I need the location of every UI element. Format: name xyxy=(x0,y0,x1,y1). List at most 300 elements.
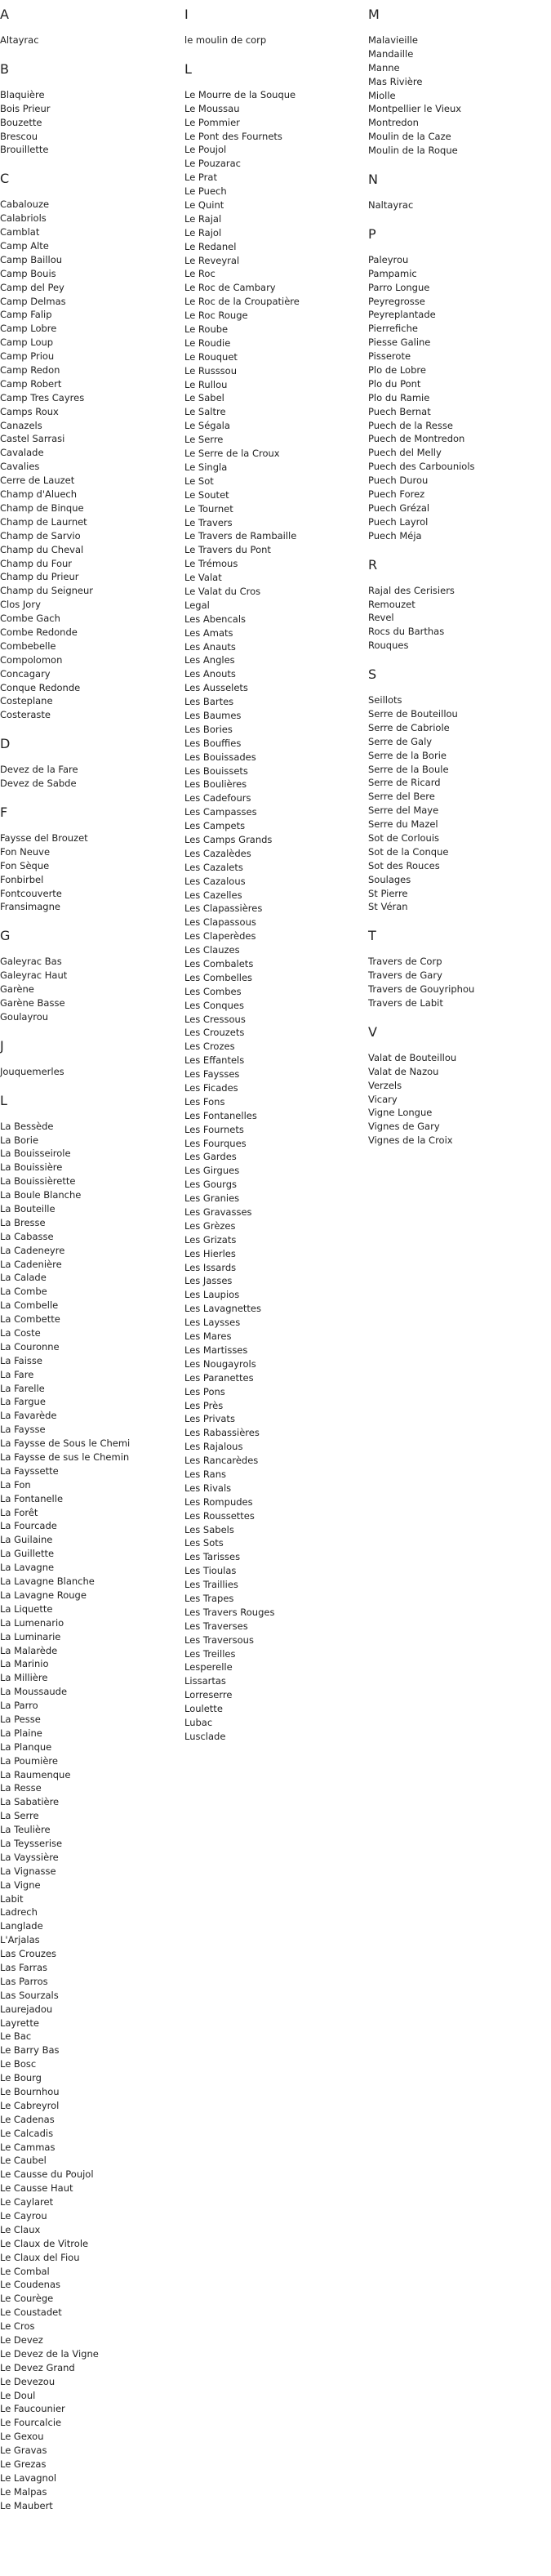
place-name: Plo du Ramie xyxy=(368,391,430,403)
place-name: Peyregrosse xyxy=(368,295,425,307)
place-name: Le Serre de la Croux xyxy=(184,448,280,460)
place-name: La Malarède xyxy=(0,1644,58,1656)
place-name: La Farelle xyxy=(0,1382,45,1394)
index-column-3 xyxy=(368,7,548,1161)
place-name: Camp Robert xyxy=(0,377,62,390)
place-name: Le Claux de Vitrole xyxy=(0,2237,89,2249)
place-name: Las Crouzes xyxy=(0,1948,57,1960)
place-name: Les Camps Grands xyxy=(184,833,273,845)
place-name: Costeraste xyxy=(0,709,51,721)
place-name: Le Serre xyxy=(184,434,224,446)
place-name: Serre de la Boule xyxy=(368,763,449,775)
place-name: Le Sabel xyxy=(184,392,224,404)
place-name: Pierrefiche xyxy=(368,323,418,335)
index-section xyxy=(368,928,548,1010)
section-letter: G xyxy=(0,928,11,944)
index-section xyxy=(0,61,180,157)
place-name: Les Cazalets xyxy=(184,861,243,873)
place-name: Sot de Corlouis xyxy=(368,831,440,844)
place-name: La Bouissière xyxy=(0,1161,63,1174)
place-name: Champ du Seigneur xyxy=(0,585,94,597)
place-name: Jouquemerles xyxy=(0,1065,64,1077)
place-name: Le Malpas xyxy=(0,2485,47,2498)
place-name: Fon Neuve xyxy=(0,845,51,858)
place-name: La Poumière xyxy=(0,1754,58,1767)
index-section xyxy=(0,1093,180,2513)
place-name: Les Baumes xyxy=(184,709,242,721)
place-name: Le Cabreyrol xyxy=(0,2099,60,2111)
section-letter: L xyxy=(184,60,192,77)
place-name: Les Cazalèdes xyxy=(184,847,251,859)
place-name: Les Traversous xyxy=(184,1633,254,1646)
place-name: La Teysserise xyxy=(0,1837,63,1849)
place-name: Les Rivals xyxy=(184,1482,232,1494)
place-name: Le Caylaret xyxy=(0,2196,54,2208)
place-name: La Plaine xyxy=(0,1727,42,1739)
place-name: La Cadenière xyxy=(0,1258,62,1270)
place-name: La Favarède xyxy=(0,1410,57,1422)
place-name: Malavieille xyxy=(368,34,418,46)
place-name-list xyxy=(0,88,180,157)
section-letter: J xyxy=(0,1037,4,1054)
index-section xyxy=(368,7,548,158)
place-name: Les Abencals xyxy=(184,613,247,625)
place-name: Champ d'Aluech xyxy=(0,488,78,501)
place-name: Concagary xyxy=(0,667,51,680)
place-name: La Combe xyxy=(0,1286,47,1298)
place-name: La Lavagne xyxy=(0,1562,55,1574)
section-letter: T xyxy=(368,928,376,944)
place-name: Le Coudenas xyxy=(0,2279,60,2291)
place-name: Le Gravas xyxy=(0,2445,47,2457)
place-name: La Moussaude xyxy=(0,1686,68,1698)
place-name: Les Campasses xyxy=(184,806,257,818)
place-name: Les Sabels xyxy=(184,1523,234,1535)
place-name: Le Pommier xyxy=(184,116,240,128)
place-name: Les Paranettes xyxy=(184,1371,254,1384)
place-name: Le Mourre de la Souque xyxy=(184,88,296,100)
place-name: Les Crouzets xyxy=(184,1027,245,1039)
place-name: Le Saltre xyxy=(184,406,226,418)
place-name: Parro Longue xyxy=(368,281,430,293)
place-name: La Fontanelle xyxy=(0,1492,64,1504)
place-name: Bouzette xyxy=(0,116,42,128)
place-name: Travers de Corp xyxy=(368,956,442,968)
place-name: Les Bories xyxy=(184,723,233,735)
place-name: Lusclade xyxy=(184,1730,226,1742)
place-name: Les Près xyxy=(184,1399,224,1411)
place-name: Les Anouts xyxy=(184,668,236,680)
place-name: La Cabasse xyxy=(0,1230,54,1242)
place-name: Travers de Gouyriphou xyxy=(368,983,475,996)
place-name: Les Issards xyxy=(184,1261,237,1273)
place-name: Les Amats xyxy=(184,626,233,639)
place-name: Les Faysses xyxy=(184,1068,240,1081)
section-letter: F xyxy=(0,804,8,820)
place-name: Les Traillies xyxy=(184,1579,238,1591)
place-name: Le Sot xyxy=(184,475,214,487)
place-name: Le Trémous xyxy=(184,558,238,570)
place-name: Le Russsou xyxy=(184,364,237,377)
place-name: Les Clapassous xyxy=(184,916,256,929)
place-name: La Cadeneyre xyxy=(0,1244,65,1256)
place-name: Les Combalets xyxy=(184,958,254,969)
place-name: Plo du Pont xyxy=(368,377,421,390)
index-section xyxy=(0,171,180,722)
place-name: La Borie xyxy=(0,1134,39,1146)
place-name: Plo de Lobre xyxy=(368,364,426,377)
place-name: Le Devez de la Vigne xyxy=(0,2347,99,2360)
place-name: Peyreplantade xyxy=(368,309,436,321)
place-name: Cavalies xyxy=(0,461,40,473)
place-name-list xyxy=(368,33,548,158)
index-section xyxy=(184,7,364,47)
place-name: Les Pons xyxy=(184,1385,225,1397)
place-name-list xyxy=(368,198,548,212)
place-name: Les Grizats xyxy=(184,1233,237,1246)
place-name: Vicary xyxy=(368,1093,398,1105)
index-section xyxy=(368,226,548,543)
place-name: Le Bac xyxy=(0,2030,32,2043)
place-name: Champ du Four xyxy=(0,557,73,569)
place-name: Serre de Cabriole xyxy=(368,721,450,733)
place-name: Castel Sarrasi xyxy=(0,433,65,445)
index-section xyxy=(0,804,180,914)
place-name: La Liquette xyxy=(0,1602,53,1615)
place-name: Le Claux del Fiou xyxy=(0,2251,80,2263)
place-name: Les Grèzes xyxy=(184,1219,236,1232)
place-name: Galeyrac Haut xyxy=(0,969,68,982)
section-letter: I xyxy=(184,7,189,22)
section-letter: A xyxy=(0,7,9,22)
place-name: Le Reveyral xyxy=(184,254,240,266)
place-name: Revel xyxy=(368,612,394,624)
place-name: Les Claperèdes xyxy=(184,930,256,943)
place-name: Valat de Nazou xyxy=(368,1065,439,1077)
place-name: Las Sourzals xyxy=(0,1989,59,2001)
place-name: Fonbirbel xyxy=(0,873,44,885)
place-name: Les Travers Rouges xyxy=(184,1606,275,1618)
place-name: Sot des Rouces xyxy=(368,859,440,871)
place-name: Moulin de la Caze xyxy=(368,131,451,143)
place-name: Mas Rivière xyxy=(368,75,423,87)
place-name: L'Arjalas xyxy=(0,1934,40,1946)
place-name: Les Combelles xyxy=(184,971,253,983)
place-name: Cavalade xyxy=(0,447,44,459)
place-name: Le Travers du Pont xyxy=(184,544,271,556)
place-name: La Faysse xyxy=(0,1424,46,1436)
place-name: Puech de Montredon xyxy=(368,433,465,445)
place-name-list xyxy=(0,955,180,1023)
place-name: La Bouissièrette xyxy=(0,1175,76,1188)
place-name: Les Bartes xyxy=(184,696,234,708)
place-name: La Teulière xyxy=(0,1824,51,1836)
place-name: Le Rouquet xyxy=(184,350,238,363)
place-name: Le Soutet xyxy=(184,488,229,501)
place-name: Devez de la Fare xyxy=(0,764,78,776)
place-name: Devez de Sabde xyxy=(0,778,77,790)
place-name: Ladrech xyxy=(0,1906,38,1919)
place-name: Le Cadenas xyxy=(0,2113,55,2125)
place-name: Verzels xyxy=(368,1079,402,1091)
place-name: Les Lavagnettes xyxy=(184,1303,261,1315)
section-letter: B xyxy=(0,60,9,77)
place-name: Le Roc de la Croupatière xyxy=(184,296,300,308)
place-name: La Fargue xyxy=(0,1396,46,1408)
place-name: Blaquière xyxy=(0,88,45,100)
place-name-list xyxy=(184,33,364,47)
place-name: Calabriols xyxy=(0,212,47,225)
place-name: Le Rajol xyxy=(184,226,222,238)
place-name: Les Angles xyxy=(184,654,235,666)
place-name: Les Sots xyxy=(184,1537,224,1549)
place-name: La Coste xyxy=(0,1327,41,1339)
place-name: Les Ausselets xyxy=(184,682,248,694)
place-name: La Lavagne Blanche xyxy=(0,1575,95,1588)
place-name: Vignes de la Croix xyxy=(368,1134,453,1147)
place-name: Camblat xyxy=(0,226,40,238)
place-name: Les Privats xyxy=(184,1413,235,1425)
place-name: Le Valat xyxy=(184,572,222,584)
place-name: Les Fournets xyxy=(184,1123,244,1135)
place-name: Lesperelle xyxy=(184,1661,233,1674)
place-name: Champ de Laurnet xyxy=(0,515,87,528)
place-name: Le Cayrou xyxy=(0,2210,47,2222)
place-name: Paleyrou xyxy=(368,253,409,265)
place-name: Puech Forez xyxy=(368,488,425,501)
section-letter: S xyxy=(368,666,377,683)
place-name-list xyxy=(0,831,180,914)
place-name: La Bouteille xyxy=(0,1203,56,1214)
place-name: Cerre de Lauzet xyxy=(0,475,75,487)
place-name: Les Tarisses xyxy=(184,1551,241,1563)
place-name: Mandaille xyxy=(368,47,414,60)
place-name: Les Gourgs xyxy=(184,1179,237,1191)
place-name: La Calade xyxy=(0,1272,47,1284)
place-name: Les Anauts xyxy=(184,640,236,653)
place-name: Camp Falip xyxy=(0,309,52,321)
place-name: Le Lavagnol xyxy=(0,2471,57,2484)
place-name: Puech des Carbouniols xyxy=(368,461,475,473)
place-name: Les Cressous xyxy=(184,1013,246,1025)
place-name-list xyxy=(184,88,364,1744)
place-name: Serre de la Borie xyxy=(368,749,447,761)
place-name: Galeyrac Bas xyxy=(0,956,62,968)
place-name: Travers de Labit xyxy=(368,996,443,1009)
place-name: La Faisse xyxy=(0,1354,42,1366)
place-name: La Planque xyxy=(0,1740,52,1753)
place-name: Le Roudie xyxy=(184,336,231,349)
place-name: Les Mares xyxy=(184,1330,232,1343)
section-letter: N xyxy=(368,172,378,188)
place-name: La Millière xyxy=(0,1672,48,1684)
place-name: Lissartas xyxy=(184,1675,226,1687)
place-name: Les Bouissets xyxy=(184,764,248,777)
place-name: Le Grezas xyxy=(0,2458,47,2471)
place-name: Serre du Mazel xyxy=(368,818,438,831)
place-name: Camp del Pey xyxy=(0,281,64,293)
place-name-list xyxy=(368,1051,548,1148)
place-name: Le Rullou xyxy=(184,378,228,390)
place-name: La Marinio xyxy=(0,1658,49,1670)
place-name: La Vayssière xyxy=(0,1851,59,1863)
place-name: Serre de Bouteillou xyxy=(368,707,458,720)
place-name: Seillots xyxy=(368,694,402,706)
place-name: Puech Durou xyxy=(368,475,429,487)
place-name: La Sabatière xyxy=(0,1796,60,1808)
index-section xyxy=(368,557,548,653)
place-name: Layrette xyxy=(0,2017,39,2029)
place-name: Les Nougayrols xyxy=(184,1357,256,1370)
place-name: Puech Méja xyxy=(368,529,422,541)
place-name: Loulette xyxy=(184,1703,223,1715)
place-name: Altayrac xyxy=(0,34,39,46)
place-name: Les Rancarèdes xyxy=(184,1455,259,1467)
place-name: La Bresse xyxy=(0,1216,46,1228)
place-name: Cabalouze xyxy=(0,198,50,211)
place-name: Le Bournhou xyxy=(0,2086,60,2097)
place-name: Le Prat xyxy=(184,172,217,184)
place-name: Camps Roux xyxy=(0,405,59,417)
place-name: La Bessède xyxy=(0,1120,54,1132)
place-name-list xyxy=(368,693,548,914)
place-name: Le Faucounier xyxy=(0,2403,65,2415)
place-name-list xyxy=(0,1120,180,2513)
place-name: Rouques xyxy=(368,640,409,652)
place-name: Le Singla xyxy=(184,461,228,473)
place-name: Les Laysses xyxy=(184,1317,241,1329)
place-name: Labit xyxy=(0,1892,24,1905)
index-column-1 xyxy=(0,7,180,2527)
place-name: Camp Lobre xyxy=(0,323,57,335)
place-name: La Combelle xyxy=(0,1299,59,1312)
place-name: Travers de Gary xyxy=(368,969,442,982)
section-letter: C xyxy=(0,171,10,187)
place-name: Le Roube xyxy=(184,323,229,336)
place-name: Camp Redon xyxy=(0,364,60,377)
place-name: La Vignasse xyxy=(0,1865,56,1877)
place-name: La Boule Blanche xyxy=(0,1189,82,1201)
place-name: Camp Loup xyxy=(0,336,54,349)
place-name: Les Clauzes xyxy=(184,944,240,956)
place-name: Le Roc Rouge xyxy=(184,310,248,322)
place-name: Le Rajal xyxy=(184,212,222,225)
place-name: Legal xyxy=(184,599,210,611)
place-name-list xyxy=(0,198,180,722)
place-name: Le Maubert xyxy=(0,2499,53,2511)
index-section xyxy=(368,666,548,914)
place-name: Les Fons xyxy=(184,1095,225,1108)
place-name: Remouzet xyxy=(368,598,415,610)
place-name: Le Cros xyxy=(0,2320,35,2333)
place-name: La Parro xyxy=(0,1700,38,1712)
place-name: La Guilaine xyxy=(0,1534,53,1546)
place-name: Les Laupios xyxy=(184,1289,240,1301)
place-name: Puech Layrol xyxy=(368,515,429,528)
place-name: Conque Redonde xyxy=(0,681,81,693)
place-name: La Couronne xyxy=(0,1340,60,1353)
index-section xyxy=(0,1038,180,1079)
place-name: Las Farras xyxy=(0,1961,47,1973)
place-name: Le Redanel xyxy=(184,240,237,252)
place-name: Le Combal xyxy=(0,2265,50,2277)
place-name: Garène Basse xyxy=(0,996,65,1009)
place-name: Le Roc xyxy=(184,268,216,280)
place-name: Les Boulières xyxy=(184,778,247,791)
place-name: Le Devez Grand xyxy=(0,2361,75,2373)
place-name: Les Combes xyxy=(184,985,242,997)
section-letter: R xyxy=(368,556,378,573)
place-name: Champ du Cheval xyxy=(0,543,84,555)
place-name: Les Roussettes xyxy=(184,1509,255,1522)
section-letter: L xyxy=(0,1092,7,1108)
place-name: Laurejadou xyxy=(0,2003,53,2015)
place-name: Les Bouffies xyxy=(184,737,242,749)
place-name: Naltayrac xyxy=(368,199,414,212)
place-name: La Lavagne Rouge xyxy=(0,1589,87,1601)
place-name: Le Cammas xyxy=(0,2141,56,2153)
place-name: La Faysse de sus le Chemin xyxy=(0,1451,130,1464)
place-name: La Fon xyxy=(0,1478,31,1491)
place-name: Les Conques xyxy=(184,999,244,1011)
place-name: La Faysse de Sous le Chemi xyxy=(0,1437,131,1450)
index-column-2 xyxy=(184,7,364,1758)
place-name-list xyxy=(368,253,548,543)
place-name: Brescou xyxy=(0,130,38,142)
place-name: Les Effantels xyxy=(184,1054,245,1067)
place-name: Les Treilles xyxy=(184,1647,236,1660)
place-name: Compolomon xyxy=(0,653,63,666)
place-name: Montredon xyxy=(368,117,419,129)
place-name: Les Clapassières xyxy=(184,902,263,915)
place-name: Puech Grézal xyxy=(368,501,430,514)
place-name: Les Cazelles xyxy=(184,889,242,901)
place-name: Costeplane xyxy=(0,695,53,707)
place-name: La Fayssette xyxy=(0,1464,59,1477)
place-name: Le Ségala xyxy=(184,420,230,432)
place-name: Le Barry Bas xyxy=(0,2044,60,2057)
place-name: Les Cadefours xyxy=(184,792,251,804)
place-name: Le Devez xyxy=(0,2334,43,2346)
place-name: Camp Tres Cayres xyxy=(0,391,85,403)
index-section xyxy=(184,61,364,1744)
place-name: Las Parros xyxy=(0,1975,48,1987)
place-name: Le Devezou xyxy=(0,2375,56,2387)
place-name: Le Valat du Cros xyxy=(184,585,261,597)
place-name: La Serre xyxy=(0,1810,39,1822)
place-name: Le Roc de Cambary xyxy=(184,282,276,294)
place-name: Les Rabassières xyxy=(184,1427,260,1439)
place-name: Les Fourques xyxy=(184,1137,247,1149)
section-letter: D xyxy=(0,736,11,752)
place-name: Le Poujol xyxy=(184,144,227,156)
place-name: Les Hierles xyxy=(184,1247,236,1259)
place-name: Le Travers xyxy=(184,516,233,528)
place-name: Le Causse Haut xyxy=(0,2182,73,2195)
index-section xyxy=(0,736,180,791)
place-name: La Guillette xyxy=(0,1548,55,1560)
place-name: Puech de la Resse xyxy=(368,419,453,431)
place-name: Champ de Binque xyxy=(0,501,84,514)
place-name: Vigne Longue xyxy=(368,1107,433,1119)
section-letter: M xyxy=(368,7,380,22)
section-letter: V xyxy=(368,1023,377,1040)
place-name: Le Moussau xyxy=(184,102,240,114)
place-name: La Luminarie xyxy=(0,1630,61,1642)
index-section xyxy=(0,7,180,47)
place-name-list xyxy=(368,584,548,653)
place-name: Combe Gach xyxy=(0,613,60,625)
